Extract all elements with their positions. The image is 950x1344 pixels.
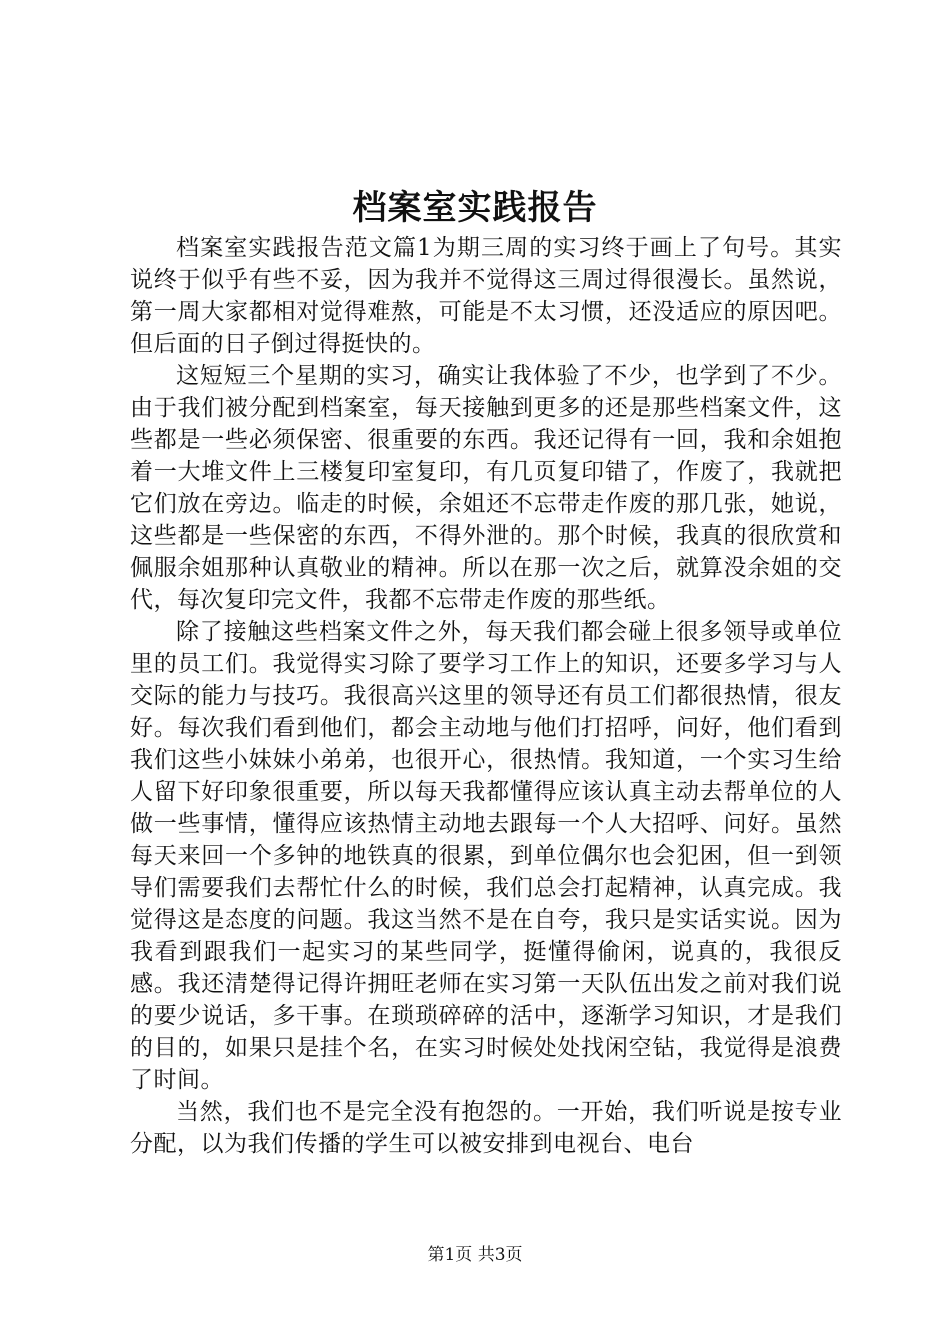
paragraph: 除了接触这些档案文件之外，每天我们都会碰上很多领导或单位里的员工们。我觉得实习除了要学习工作上的知识，还要多学习与人交际的能力与技巧。我很高兴这里的领导还有员工们都很热情，很友好。每次我们看到他们，都会主动地与他们打招呼，问好，他们看到我们这些小妹妹小弟弟，也很开心，很热情。我知道，一个实习生给人留下好印象很重要，所以每天我都懂得应该认真主动去帮单位的人做一些事情，懂得应该热情主动地去跟每一个人大招呼、问好。虽然每天来回一个多钟的地铁真的很累，到单位偶尔也会犯困，但一到领导们需要我们去帮忙什么的时候，我们总会打起精神，认真完成。我觉得这是态度的问题。我这当然不是在自夸，我只是实话实说。因为我看到跟我们一起实习的某些同学，挺懂得偷闲，说真的，我很反感。我还清楚得记得许拥旺老师在实习第一天队伍出发之前对我们说的要少说话，多干事。在琐琐碎碎的活中，逐渐学习知识，才是我们的目的，如果只是挂个名，在实习时候处处找闲空钻，我觉得是浪费了时间。 [130, 619, 842, 1093]
document-body [130, 232, 842, 1160]
paragraph: 这短短三个星期的实习，确实让我体验了不少，也学到了不少。由于我们被分配到档案室，每天接触到更多的还是那些档案文件，这些都是一些必须保密、很重要的东西。我还记得有一回，我和余姐抱着一大堆文件上三楼复印室复印，有几页复印错了，作废了，我就把它们放在旁边。临走的时候，余姐还不忘带走作废的那几张，她说，这些都是一些保密的东西，不得外泄的。那个时候，我真的很欣赏和佩服余姐那种认真敬业的精神。所以在那一次之后，就算没余姐的交代，每次复印完文件，我都不忘带走作废的那些纸。 [130, 363, 842, 613]
paragraph: 当然，我们也不是完全没有抱怨的。一开始，我们听说是按专业分配，以为我们传播的学生可以被安排到电视台、电台 [130, 1099, 842, 1157]
paragraph: 档案室实践报告范文篇1为期三周的实习终于画上了句号。其实说终于似乎有些不妥，因为我并不觉得这三周过得很漫长。虽然说，第一周大家都相对觉得难熬，可能是不太习惯，还没适应的原因吧。但后面的日子倒过得挺快的。 [130, 235, 842, 357]
document-title: 档案室实践报告 [352, 188, 598, 228]
page-number-footer: 第1页 共3页 [427, 1245, 523, 1265]
